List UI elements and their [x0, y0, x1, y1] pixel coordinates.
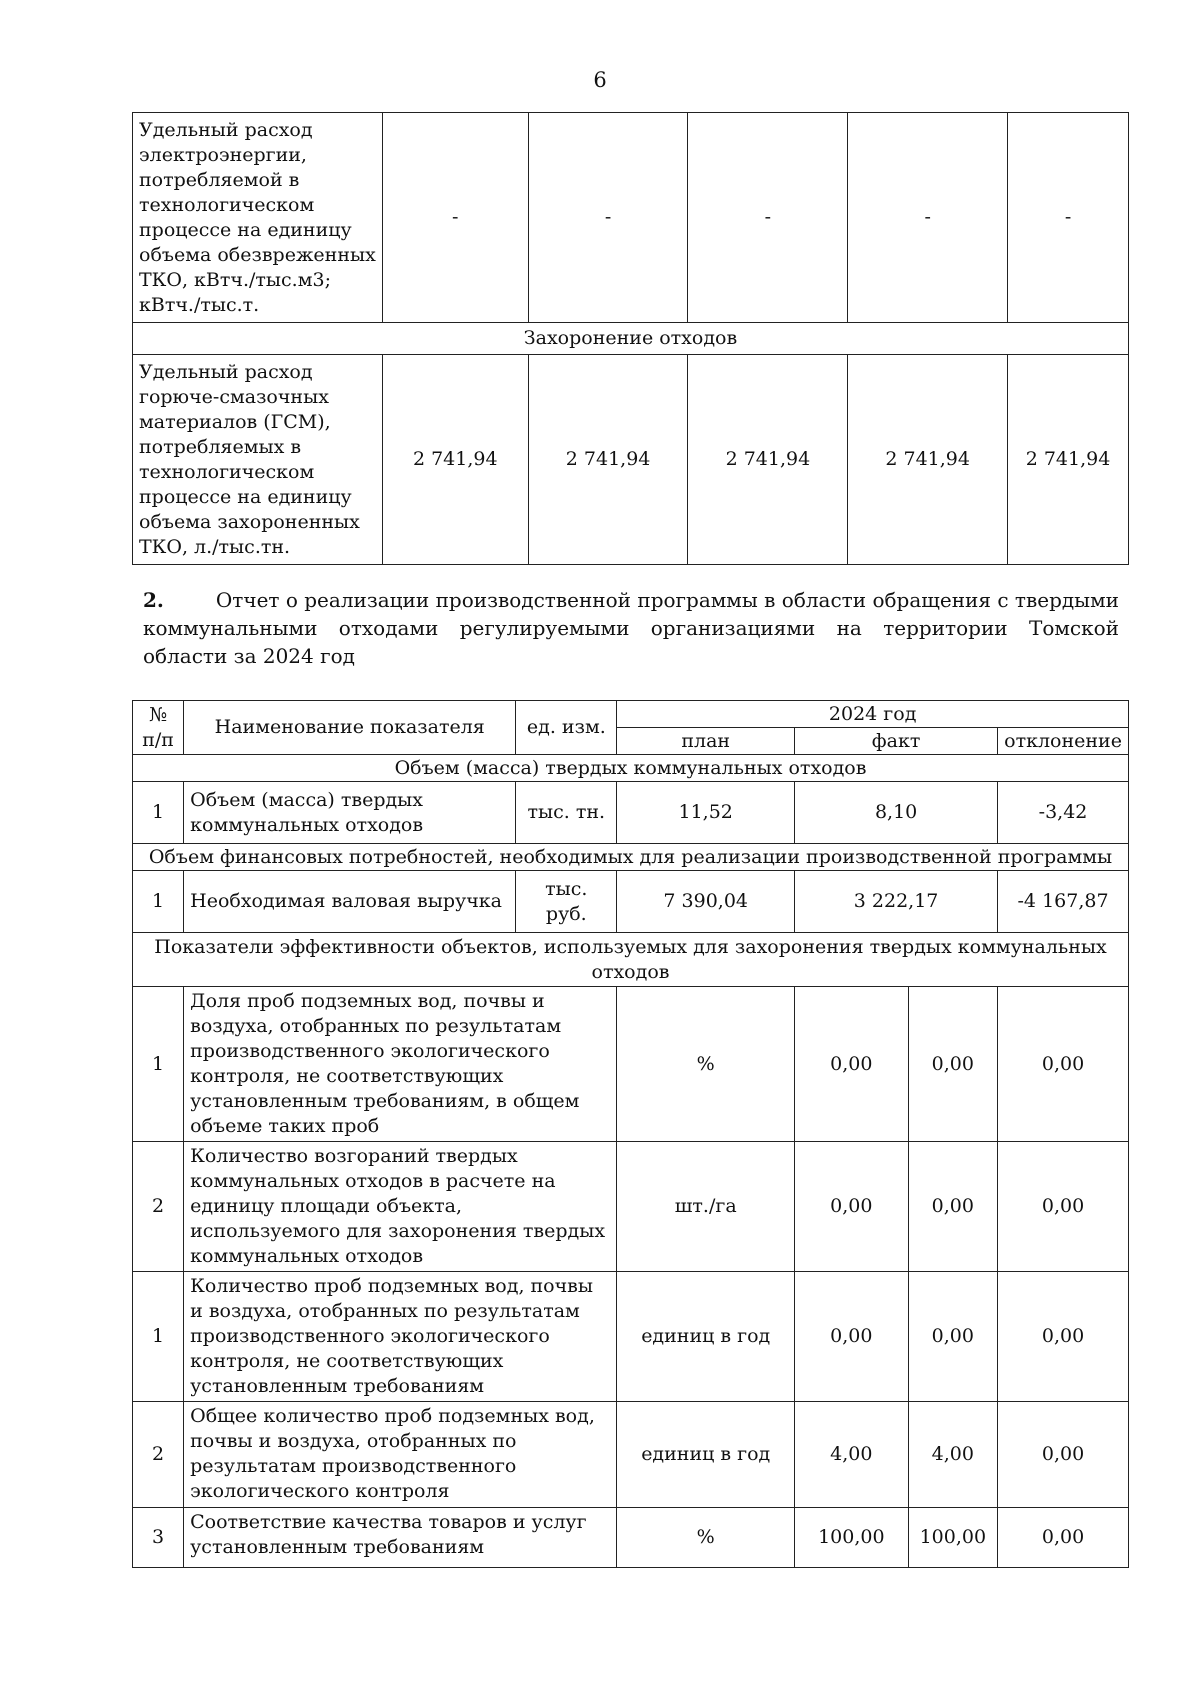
row-deviation: 0,00: [998, 1508, 1129, 1568]
row-num: 1: [133, 782, 184, 844]
row-name: Объем (масса) твердых коммунальных отходов: [184, 782, 516, 844]
row-unit: единиц в год: [617, 1272, 795, 1402]
table-row: [133, 871, 1129, 933]
row-deviation: 0,00: [998, 1272, 1129, 1402]
value-cell: 2 741,94: [848, 355, 1008, 565]
row-unit: %: [617, 987, 795, 1142]
section-row: [133, 933, 1129, 987]
row-plan: 0,00: [795, 987, 908, 1142]
value-cell: -: [528, 113, 688, 323]
header-unit: ед. изм.: [516, 701, 617, 755]
row-plan: 4,00: [795, 1402, 908, 1508]
row-fact: 4,00: [908, 1402, 998, 1508]
row-deviation: 0,00: [998, 1402, 1129, 1508]
row-unit: тыс. тн.: [516, 782, 617, 844]
row-fact: 0,00: [908, 1142, 998, 1272]
header-deviation: отклонение: [998, 728, 1129, 755]
section-row: [133, 323, 1129, 355]
row-plan: 0,00: [795, 1272, 908, 1402]
row-name: Доля проб подземных вод, почвы и воздуха, отобранных по результатам производственного экологического контроля, не соответствующих установленным требованиям, в общем объеме таких проб: [184, 987, 617, 1142]
table-row: [133, 1142, 1129, 1272]
row-plan: 100,00: [795, 1508, 908, 1568]
row-num: 3: [133, 1508, 184, 1568]
row-num: 1: [133, 871, 184, 933]
row-name: Общее количество проб подземных вод, почвы и воздуха, отобранных по результатам производственного экологического контроля: [184, 1402, 617, 1508]
value-cell: -: [1008, 113, 1129, 323]
value-cell: 2 741,94: [1008, 355, 1129, 565]
section-title: Объем (масса) твердых коммунальных отходов: [133, 755, 1129, 782]
row-num: 1: [133, 987, 184, 1142]
table-row: [133, 782, 1129, 844]
header-year: 2024 год: [617, 701, 1129, 728]
section-title: Захоронение отходов: [133, 323, 1129, 355]
value-cell: -: [382, 113, 528, 323]
header-num: № п/п: [133, 701, 184, 755]
row-fact: 0,00: [908, 1272, 998, 1402]
row-deviation: 0,00: [998, 1142, 1129, 1272]
section-row: [133, 844, 1129, 871]
row-unit: шт./га: [617, 1142, 795, 1272]
indicator-label: Удельный расход электроэнергии, потребляемой в технологическом процессе на единицу объема обезвреженных ТКО, кВтч./тыс.м3; кВтч./тыс.т.: [133, 113, 383, 323]
table-row: [133, 1402, 1129, 1508]
row-fact: 0,00: [908, 987, 998, 1142]
section-title: Объем финансовых потребностей, необходимых для реализации производственной программы: [133, 844, 1129, 871]
row-name: Количество проб подземных вод, почвы и воздуха, отобранных по результатам производственного экологического контроля, не соответствующих установленным требованиям: [184, 1272, 617, 1402]
value-cell: 2 741,94: [382, 355, 528, 565]
row-unit: %: [617, 1508, 795, 1568]
row-num: 2: [133, 1402, 184, 1508]
production-program-report-table: [132, 700, 1129, 1568]
value-cell: -: [688, 113, 848, 323]
row-num: 1: [133, 1272, 184, 1402]
header-name: Наименование показателя: [184, 701, 516, 755]
row-fact: 8,10: [795, 782, 998, 844]
row-plan: 7 390,04: [617, 871, 795, 933]
table-row: [133, 987, 1129, 1142]
value-cell: 2 741,94: [528, 355, 688, 565]
value-cell: 2 741,94: [688, 355, 848, 565]
table-row: [133, 113, 1129, 323]
table-row: [133, 355, 1129, 565]
row-plan: 0,00: [795, 1142, 908, 1272]
section-title: Показатели эффективности объектов, используемых для захоронения твердых коммунальных отходов: [133, 933, 1129, 987]
section-title: Отчет о реализации производственной программы в области обращения с твердыми коммунальными отходами регулируемыми организациями на территории Томской области за 2024 год: [143, 588, 1119, 668]
row-fact: 3 222,17: [795, 871, 998, 933]
row-name: Необходимая валовая выручка: [184, 871, 516, 933]
header-fact: факт: [795, 728, 998, 755]
header-plan: план: [617, 728, 795, 755]
table-row: [133, 1508, 1129, 1568]
row-deviation: -3,42: [998, 782, 1129, 844]
indicator-label: Удельный расход горюче-смазочных материалов (ГСМ), потребляемых в технологическом процессе на единицу объема захороненных ТКО, л./тыс.тн.: [133, 355, 383, 565]
value-cell: -: [848, 113, 1008, 323]
row-name: Соответствие качества товаров и услуг установленным требованиям: [184, 1508, 617, 1568]
row-fact: 100,00: [908, 1508, 998, 1568]
burial-indicators-table: [132, 112, 1129, 565]
row-plan: 11,52: [617, 782, 795, 844]
row-unit: тыс. руб.: [516, 871, 617, 933]
section-row: [133, 755, 1129, 782]
row-num: 2: [133, 1142, 184, 1272]
page-number: 6: [593, 68, 607, 92]
section-heading: [143, 586, 1119, 670]
row-deviation: 0,00: [998, 987, 1129, 1142]
row-deviation: -4 167,87: [998, 871, 1129, 933]
section-number: 2.: [143, 588, 164, 612]
header-row: [133, 701, 1129, 728]
table-row: [133, 1272, 1129, 1402]
row-name: Количество возгораний твердых коммунальных отходов в расчете на единицу площади объекта, используемого для захоронения твердых коммунальных отходов: [184, 1142, 617, 1272]
row-unit: единиц в год: [617, 1402, 795, 1508]
